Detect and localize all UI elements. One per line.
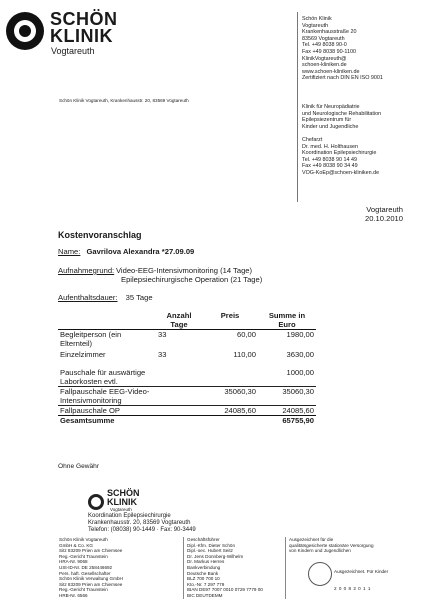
row-sum: 24085,60 [258, 406, 316, 416]
patient-row [58, 247, 194, 256]
footer-line: Pers. haft. Gesellschafter [59, 570, 111, 576]
clinic-info-line: KlinikVogtareuth@ [302, 55, 347, 62]
footer-line: qualitätsgesicherte stationäre Versorgung [289, 542, 374, 548]
footer-bank-block [187, 537, 277, 599]
table-row [58, 359, 316, 387]
physician-line: VOG-KoEp@schoen-kliniken.de [302, 169, 380, 176]
row-days: 33 [156, 330, 202, 349]
clinic-info-line: schoen-kliniken.de [302, 62, 347, 69]
footer-line: Geschäftsführer [187, 537, 220, 542]
footer-line: Deutsche Bank [187, 570, 219, 576]
total-label: Gesamtsumme [58, 416, 156, 426]
table-row [58, 406, 316, 416]
stamp-logo-line3: Vogtareuth [110, 507, 132, 512]
footer-line: Dipl.-oec. Hubert Seitz [187, 548, 233, 554]
table-header-row [58, 311, 316, 330]
footer-line: HRA-Nr. 9068 [59, 559, 88, 565]
department-line: Kinder und Jugendliche [302, 123, 359, 130]
admission-line-2: Epilepsiechirurgische Operation (21 Tage) [121, 275, 263, 284]
row-price: 110,00 [233, 350, 256, 359]
footer-line: Dr. Jens Donnberg-Wilhelm [187, 553, 244, 559]
physician-label: Chefarzt [302, 137, 323, 143]
department-line: und Neurologische Rehabilitation [302, 110, 382, 117]
row-days: 33 [158, 350, 167, 359]
table-row [58, 387, 316, 406]
stamp-logo-mark [88, 494, 104, 510]
row-label: Fallpauschale EEG-Video- Intensivmonitoring [58, 387, 156, 406]
footer-line: Sitz 83209 Prien am Chiemsee [59, 581, 123, 587]
header-sum: Summe in Euro [268, 311, 306, 329]
row-days [156, 359, 202, 387]
footer-divider [183, 537, 184, 599]
stamp-logo-line1: SCHÖN [107, 488, 140, 498]
physician-line: Tel. +49 8038 90 14 49 [302, 156, 358, 163]
physician-line: Fax +49 8038 90 34 49 [302, 163, 358, 170]
stay-row [58, 293, 153, 302]
row-price: 60,00 [202, 330, 258, 349]
footer-line: HRB-Nr. 6566 [59, 592, 88, 598]
physician-block [302, 137, 424, 177]
footer-divider [285, 537, 286, 599]
footer-line: Kto.-Nr. 7 297 779 [187, 581, 225, 587]
cost-table [58, 311, 316, 425]
admission-line-1: Video-EEG-Intensivmonitoring (14 Tage) [116, 266, 253, 275]
place: Vogtareuth [366, 205, 403, 214]
footer-line: BIC DEUTDEMM [187, 592, 223, 598]
clinic-info-line: Vogtareuth [302, 22, 329, 29]
clinic-info-line: www.schoen-kliniken.de [302, 68, 360, 75]
row-label: Einzelzimmer [60, 350, 106, 359]
footer-line: Dr. Markus Herres [187, 559, 225, 565]
department-line: Klinik für Neuropädiatrie [302, 104, 360, 110]
header-divider [297, 12, 298, 202]
award-seal-text: Ausgezeichnet. Für Kinder [334, 569, 389, 574]
row-days [156, 406, 202, 416]
footer-line: USt-ID-Nr. DE 258446692 [59, 564, 113, 570]
total-value: 65755,90 [258, 416, 316, 426]
footer-line: von Kindern und Jugendlichen [289, 548, 351, 554]
logo-text-schon: SCHÖN [50, 9, 118, 29]
row-label: Fallpauschale OP [58, 406, 156, 416]
row-label: Begleitperson (ein Elternteil) [58, 330, 156, 349]
footer-line: Schön Klinik Vogtareuth [59, 537, 108, 542]
table-row [58, 330, 316, 349]
row-days [156, 387, 202, 406]
department-block [302, 104, 424, 130]
logo-text-klinik: KLINIK [50, 26, 113, 46]
header-price: Preis [220, 311, 240, 320]
sender-address-line: Schön Klinik Vogtareuth, Krankenhausstr. 20, 83569 Vogtareuth [59, 98, 189, 103]
footer-line: GmbH & Co. KG [59, 542, 93, 548]
physician-line: Dr. med. H. Holthausen [302, 143, 359, 150]
footer-line: IBAN DE97 7007 0010 0729 7779 00 [187, 587, 263, 593]
footer-company-block [59, 537, 139, 599]
clinic-info-line: Tel. +49 8038 90-0 [302, 42, 347, 49]
row-label: Pauschale für auswärtige Laborkosten evtl. [60, 368, 146, 386]
date: 20.10.2010 [364, 214, 403, 223]
row-sum: 1980,00 [258, 330, 316, 349]
row-price: 24085,60 [202, 406, 258, 416]
patient-name: Gavrilova Alexandra *27.09.09 [86, 247, 195, 256]
footer-line: Dipl.-Kfm. Dieter Schön [187, 542, 235, 548]
footer-line: Ausgezeichnet für die [289, 537, 334, 542]
table-row [58, 348, 316, 359]
footer-award-block [289, 537, 419, 554]
physician-line: Koordination Epilepsiechirurgie [302, 150, 377, 157]
clinic-info-line: Zertifiziert nach DIN EN ISO 9001 [302, 75, 383, 82]
header-days: Anzahl Tage [166, 311, 192, 329]
stamp-line: Krankenhausstr. 20, 83569 Vogtareuth [88, 520, 191, 526]
row-sum: 3630,00 [286, 350, 314, 359]
award-seal-years: 2 0 0 8 2 0 1 1 [334, 586, 371, 591]
footer-line: BLZ 700 700 10 [187, 576, 220, 582]
logo-subtitle: Vogtareuth [51, 46, 95, 56]
clinic-info-line: Schön Klinik [302, 16, 332, 22]
row-sum: 35060,30 [258, 387, 316, 406]
clinic-logo-mark [6, 12, 44, 50]
total-row [58, 416, 316, 426]
row-sum: 1000,00 [286, 368, 314, 377]
disclaimer: Ohne Gewähr [58, 463, 100, 470]
patient-label: Name: [58, 247, 81, 256]
stamp-logo-line2: KLINIK [107, 497, 137, 507]
clinic-info-line: Krankenhausstraße 20 [302, 29, 357, 36]
stay-label: Aufenthaltsdauer: [58, 293, 118, 302]
footer-line: Sitz 83209 Prien am Chiemsee [59, 548, 123, 554]
footer-line: Bankverbindung [187, 564, 221, 570]
stamp-line: Koordination Epilepsiechirurgie [88, 513, 171, 519]
award-seal-icon [308, 562, 332, 586]
row-price: 35060,30 [202, 387, 258, 406]
footer-line: Reg.-Gericht Traunstein [59, 553, 108, 559]
header-item [58, 311, 156, 330]
clinic-info-line: Fax +49 8038 90-1100 [302, 48, 356, 55]
stay-value: 35 Tage [125, 293, 153, 302]
admission-label: Aufnahmegrund: [58, 266, 115, 275]
clinic-contact-block [302, 16, 424, 82]
department-line: Epilepsiezentrum für [302, 117, 352, 124]
document-title: Kostenvoranschlag [58, 230, 142, 240]
footer-line: Reg.-Gericht Traunstein [59, 587, 108, 593]
stamp-line: Telefon: (08038) 90-1449 · Fax: 90-3449 [88, 527, 196, 533]
clinic-info-line: 83569 Vogtareuth [302, 35, 345, 42]
footer-line: Schön Klinik Verwaltung GmbH [59, 576, 123, 582]
row-price [202, 359, 258, 387]
